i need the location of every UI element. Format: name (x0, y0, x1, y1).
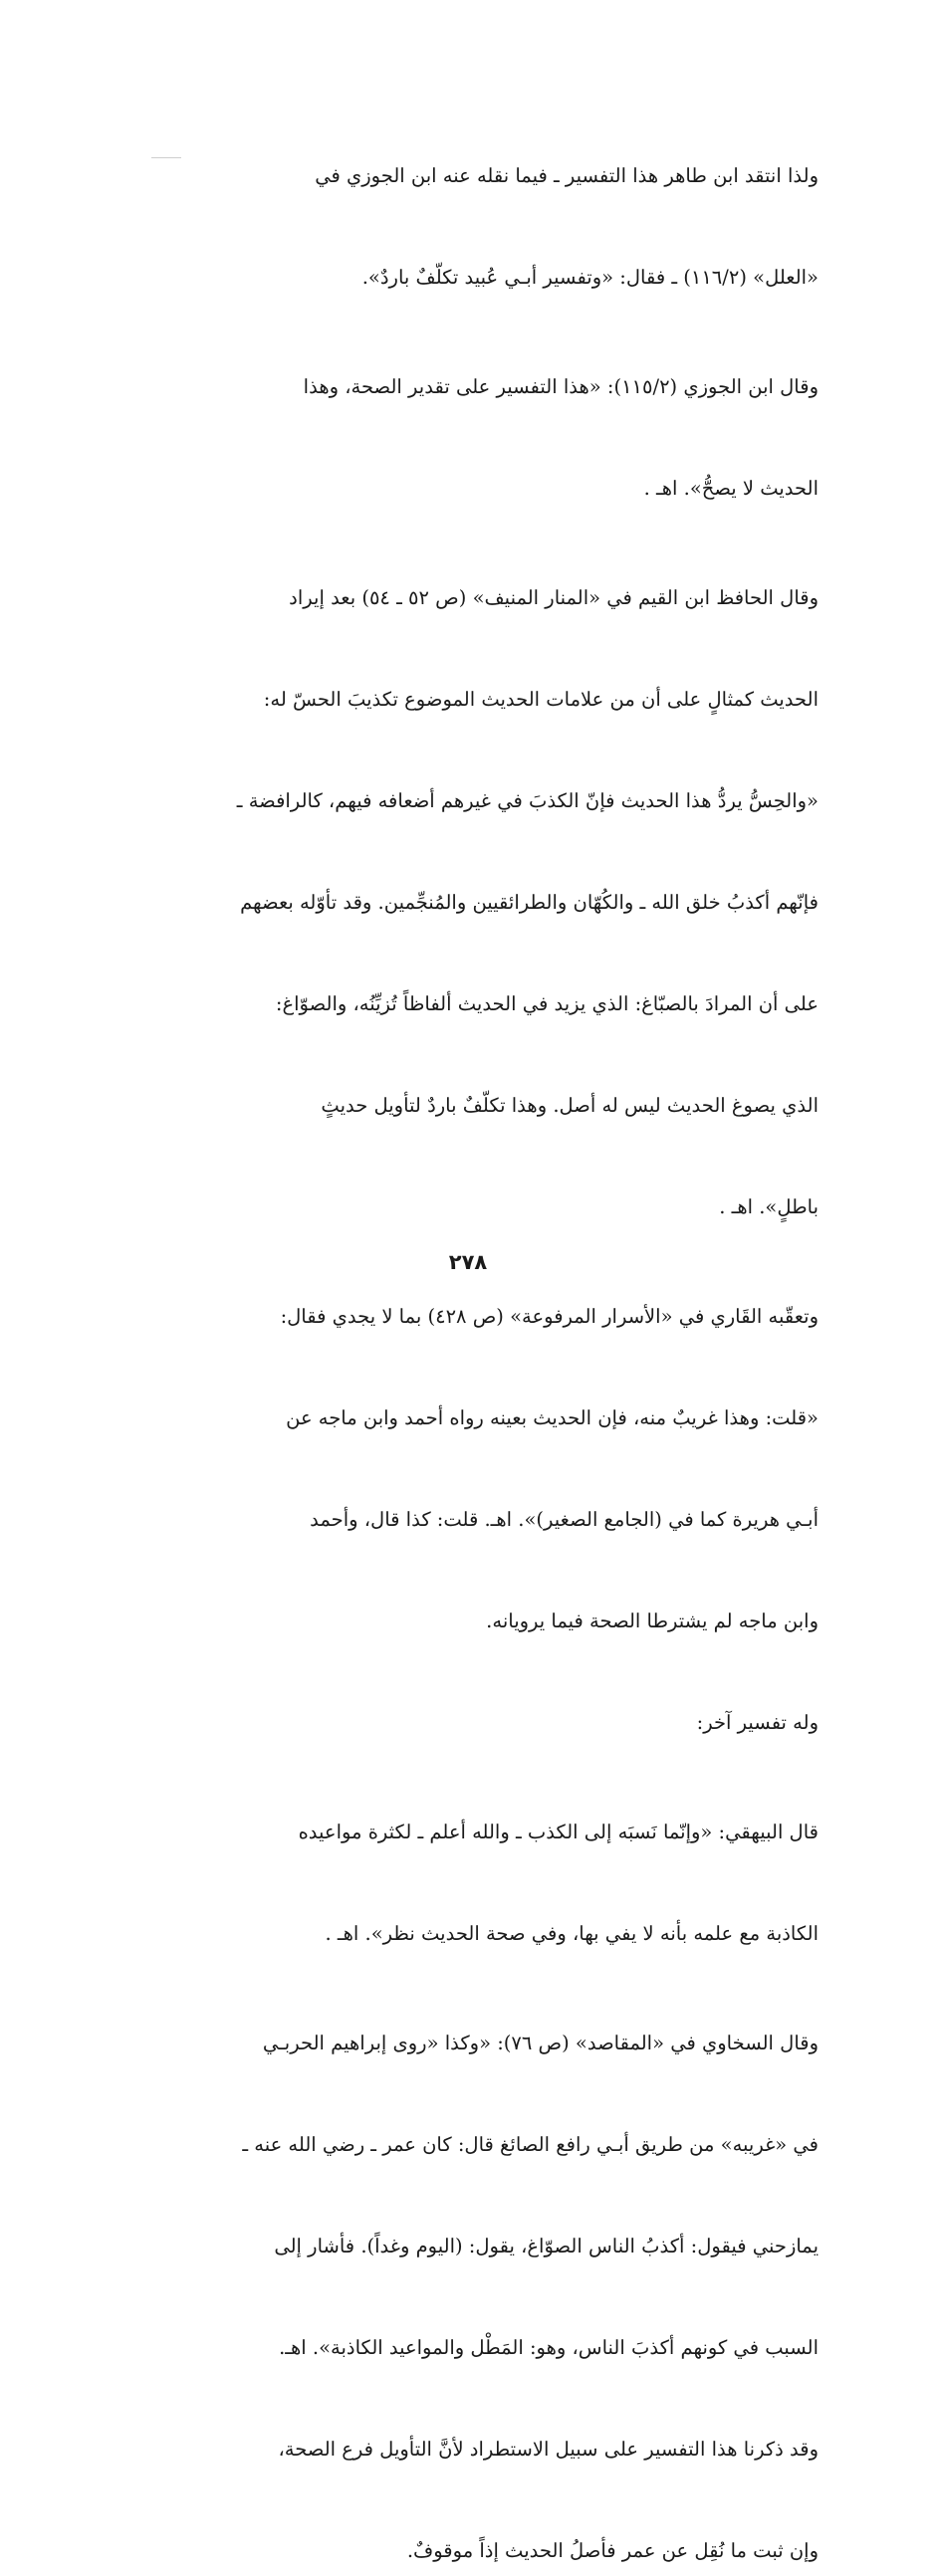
text-line: على أن المرادَ بالصبّاغ: الذي يزيد في الحديث ألفاظاً تُزيِّنُه، والصوّاغ: (275, 992, 819, 1015)
text-line: وقال الحافظ ابن القيم في «المنار المنيف» (ص ٥٢ ـ ٥٤) بعد إيراد (289, 586, 819, 609)
text-line: وقال السخاوي في «المقاصد» (ص ٧٦): «وكذا «روى إبراهيم الحربـي (262, 2032, 819, 2054)
text-line: «العلل» (١١٦/٢) ـ فقال: «وتفسير أبـي عُبيد تكلّفٌ باردٌ». (361, 266, 819, 289)
paragraph-ibn-tahir (131, 100, 819, 303)
text-line: وله تفسير آخر: (696, 1711, 819, 1734)
text-line: فإنّهم أكذبُ خلق الله ـ والكُهّان والطرائقيين والمُنجِّمين. وقد تأوّله بعضهم (240, 891, 819, 914)
text-line: «والحِسُّ يردُّ هذا الحديث فإنّ الكذبَ في غيرهم أضعافه فيهم، كالرافضة ـ (236, 789, 819, 812)
paragraph-sakhawi (131, 1967, 819, 2373)
text-line: أبـي هريرة كما في (الجامع الصغير)». اهـ. قلت: كذا قال، وأحمد (310, 1508, 819, 1531)
text-line: يمازحني فيقول: أكذبُ الناس الصوّاغ، يقول: (اليوم وغداً). فأشار إلى (274, 2235, 819, 2257)
text-line: وقال ابن الجوزي (١١٥/٢): «هذا التفسير على تقدير الصحة، وهذا (303, 375, 819, 398)
paragraph-conclusion (131, 2373, 819, 2576)
text-line: «قلت: وهذا غريبٌ منه، فإن الحديث بعينه رواه أحمد وابن ماجه عن (286, 1406, 819, 1429)
page-number: ٢٧٨ (448, 1250, 488, 1274)
text-line: وابن ماجه لم يشترطا الصحة فيما يرويانه. (486, 1610, 819, 1632)
text-line: الحديث كمثالٍ على أن من علامات الحديث الموضوع تكذيبَ الحسّ له: (263, 688, 819, 711)
text-line: وقد ذكرنا هذا التفسير على سبيل الاستطراد لأنَّ التأويل فرع الصحة، (278, 2438, 819, 2461)
text-line: السبب في كونهم أكذبَ الناس، وهو: المَطْل والمواعيد الكاذبة». اهـ. (279, 2336, 819, 2359)
paragraph-ibn-qayyim (131, 522, 819, 1232)
text-line: وتعقّبه القَاري في «الأسرار المرفوعة» (ص ٤٢٨) بما لا يجدي فقال: (280, 1305, 819, 1328)
paragraph-ibn-jawzi (131, 311, 819, 514)
text-line: قال البيهقي: «وإنّما نَسبَه إلى الكذب ـ والله أعلم ـ لكثرة مواعيده (298, 1821, 819, 1843)
text-line: الحديث لا يصحُّ». اهـ . (643, 477, 819, 500)
text-line: باطلٍ». اهـ . (719, 1195, 819, 1218)
paragraph-qari (131, 1240, 819, 1646)
text-line: الذي يصوغ الحديث ليس له أصل. وهذا تكلّفٌ باردٌ لتأويل حديثٍ (321, 1094, 819, 1117)
paragraph-bayhaqi (131, 1756, 819, 1959)
text-line: الكاذبة مع علمه بأنه لا يفي بها، وفي صحة الحديث نظر». اهـ . (325, 1922, 819, 1945)
text-line: ولذا انتقد ابن طاهر هذا التفسير ـ فيما نقله عنه ابن الجوزي في (315, 164, 819, 187)
paragraph-another-explanation (131, 1646, 819, 1748)
text-line: وإن ثبت ما نُقِل عن عمر فأصلُ الحديث إذاً موقوفٌ. (406, 2539, 819, 2562)
text-line: في «غريبه» من طريق أبـي رافع الصائغ قال: كان عمر ـ رضي الله عنه ـ (242, 2133, 819, 2156)
page-body (131, 100, 819, 2576)
